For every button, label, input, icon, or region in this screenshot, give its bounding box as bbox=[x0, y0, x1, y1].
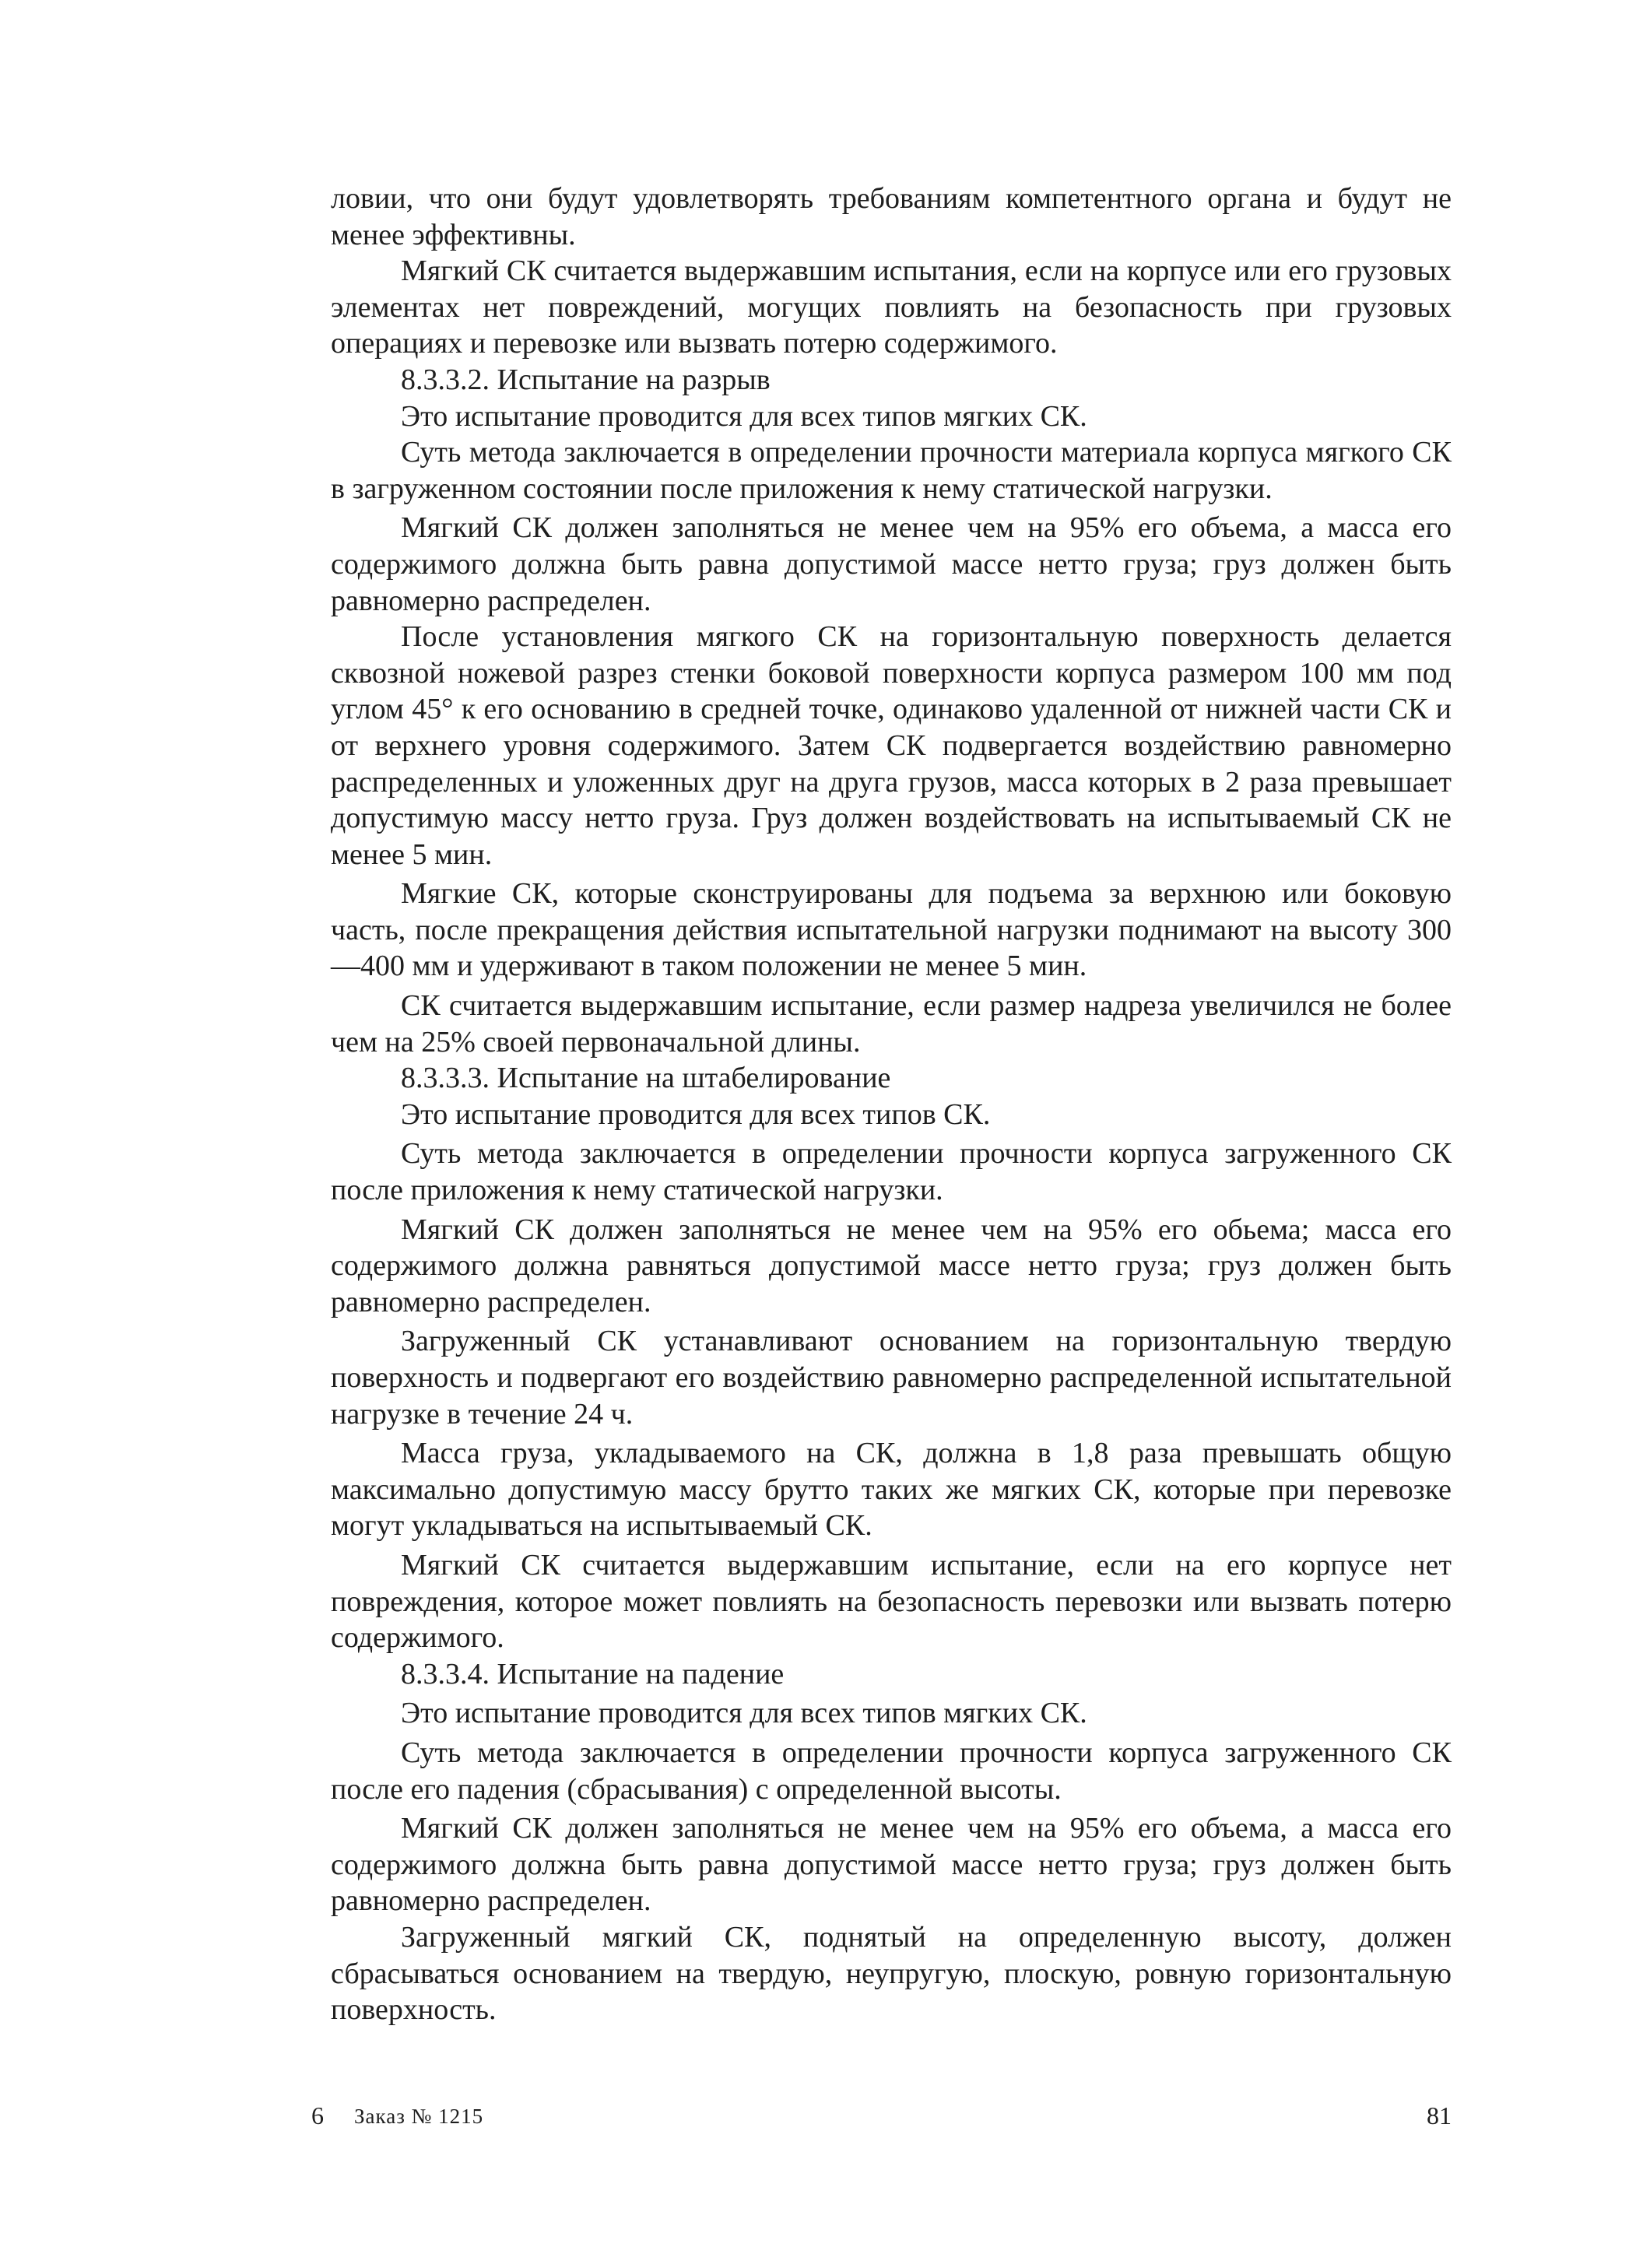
section-heading-8-3-3-2: 8.3.3.2. Испытание на разрыв bbox=[401, 363, 771, 396]
paragraph: Мягкий СК должен заполняться не менее чем на 95% его объема, а масса его содержимого должна быть равна допустимой массе нетто груза; груз должен быть равномерно распределен. bbox=[331, 511, 1452, 617]
paragraph: Мягкие СК, которые сконструированы для подъема за верхнюю или боковую часть, после прекращения действия испытательной нагрузки поднимают на высоту 300—400 мм и удерживают в таком положении не менее 5 мин. bbox=[331, 877, 1452, 983]
paragraph: Суть метода заключается в определении прочности корпуса загруженного СК после приложения к нему статической нагрузки. bbox=[331, 1137, 1452, 1207]
paragraph: После установления мягкого СК на горизонтальную поверхность делается сквозной ножевой разрез стенки боковой поверхности корпуса размером 100 мм под углом 45° к его основанию в средней точке, одинаково удаленной от нижней части СК и от верхнего уровня содержимого. Затем СК подвергается воздействию равномерно распределенных и уложенных друг на друга грузов, масса которых в 2 раза превышает допустимую массу нетто груза. Груз должен воздействовать на испытываемый СК не менее 5 мин. bbox=[331, 620, 1452, 871]
page-footer bbox=[311, 2101, 1452, 2140]
print-order-number: Заказ № 1215 bbox=[354, 2105, 484, 2128]
paragraph: Мягкий СК считается выдержавшим испытание, если на его корпусе нет повреждения, которое может повлиять на безопасность перевозки или вызвать потерю содержимого. bbox=[331, 1548, 1452, 1655]
section-heading-8-3-3-4: 8.3.3.4. Испытание на падение bbox=[401, 1657, 785, 1690]
paragraph: Суть метода заключается в определении прочности материала корпуса мягкого СК в загруженном состоянии после приложения к нему статической нагрузки. bbox=[331, 436, 1452, 505]
sheet-mark: 6 bbox=[311, 2101, 324, 2129]
paragraph: Загруженный СК устанавливают основанием на горизонтальную твердую поверхность и подвергают его воздействию равномерно распределенной испытательной нагрузке в течение 24 ч. bbox=[331, 1325, 1452, 1431]
page-number: 81 bbox=[1427, 2101, 1452, 2129]
paragraph: Это испытание проводится для всех типов мягких СК. bbox=[401, 1697, 1087, 1730]
section-heading-8-3-3-3: 8.3.3.3. Испытание на штабелирование bbox=[401, 1062, 891, 1095]
paragraph: Суть метода заключается в определении прочности корпуса загруженного СК после его падения (сбрасывания) с определенной высоты. bbox=[331, 1736, 1452, 1806]
paragraph: Это испытание проводится для всех типов СК. bbox=[401, 1097, 991, 1131]
paragraph: Масса груза, укладываемого на СК, должна в 1,8 раза превышать общую максимально допустимую массу брутто таких же мягких СК, которые при перевозке могут укладываться на испытываемый СК. bbox=[331, 1437, 1452, 1543]
paragraph: СК считается выдержавшим испытание, если размер надреза увеличился не более чем на 25% своей первоначальной длины. bbox=[331, 989, 1452, 1059]
paragraph: Мягкий СК должен заполняться не менее чем на 95% его объема, а масса его содержимого должна быть равна допустимой массе нетто груза; груз должен быть равномерно распределен. bbox=[331, 1812, 1452, 1918]
paragraph: Загруженный мягкий СК, поднятый на определенную высоту, должен сбрасываться основанием на твердую, неупругую, плоскую, ровную горизонтальную поверхность. bbox=[331, 1920, 1452, 2027]
paragraph: Мягкий СК считается выдержавшим испытания, если на корпусе или его грузовых элементах нет повреждений, могущих повлиять на безопасность при грузовых операциях и перевозке или вызвать потерю содержимого. bbox=[331, 255, 1452, 360]
paragraph: Мягкий СК должен заполняться не менее чем на 95% его обьема; масса его содержимого должна равняться допустимой массе нетто груза; груз должен быть равномерно распределен. bbox=[331, 1213, 1452, 1318]
paragraph-continuation: ловии, что они будут удовлетворять требованиям компетентного органа и будут не менее эффективны. bbox=[331, 182, 1452, 251]
page-text bbox=[331, 181, 1452, 2028]
paragraph: Это испытание проводится для всех типов мягких СК. bbox=[401, 399, 1087, 433]
